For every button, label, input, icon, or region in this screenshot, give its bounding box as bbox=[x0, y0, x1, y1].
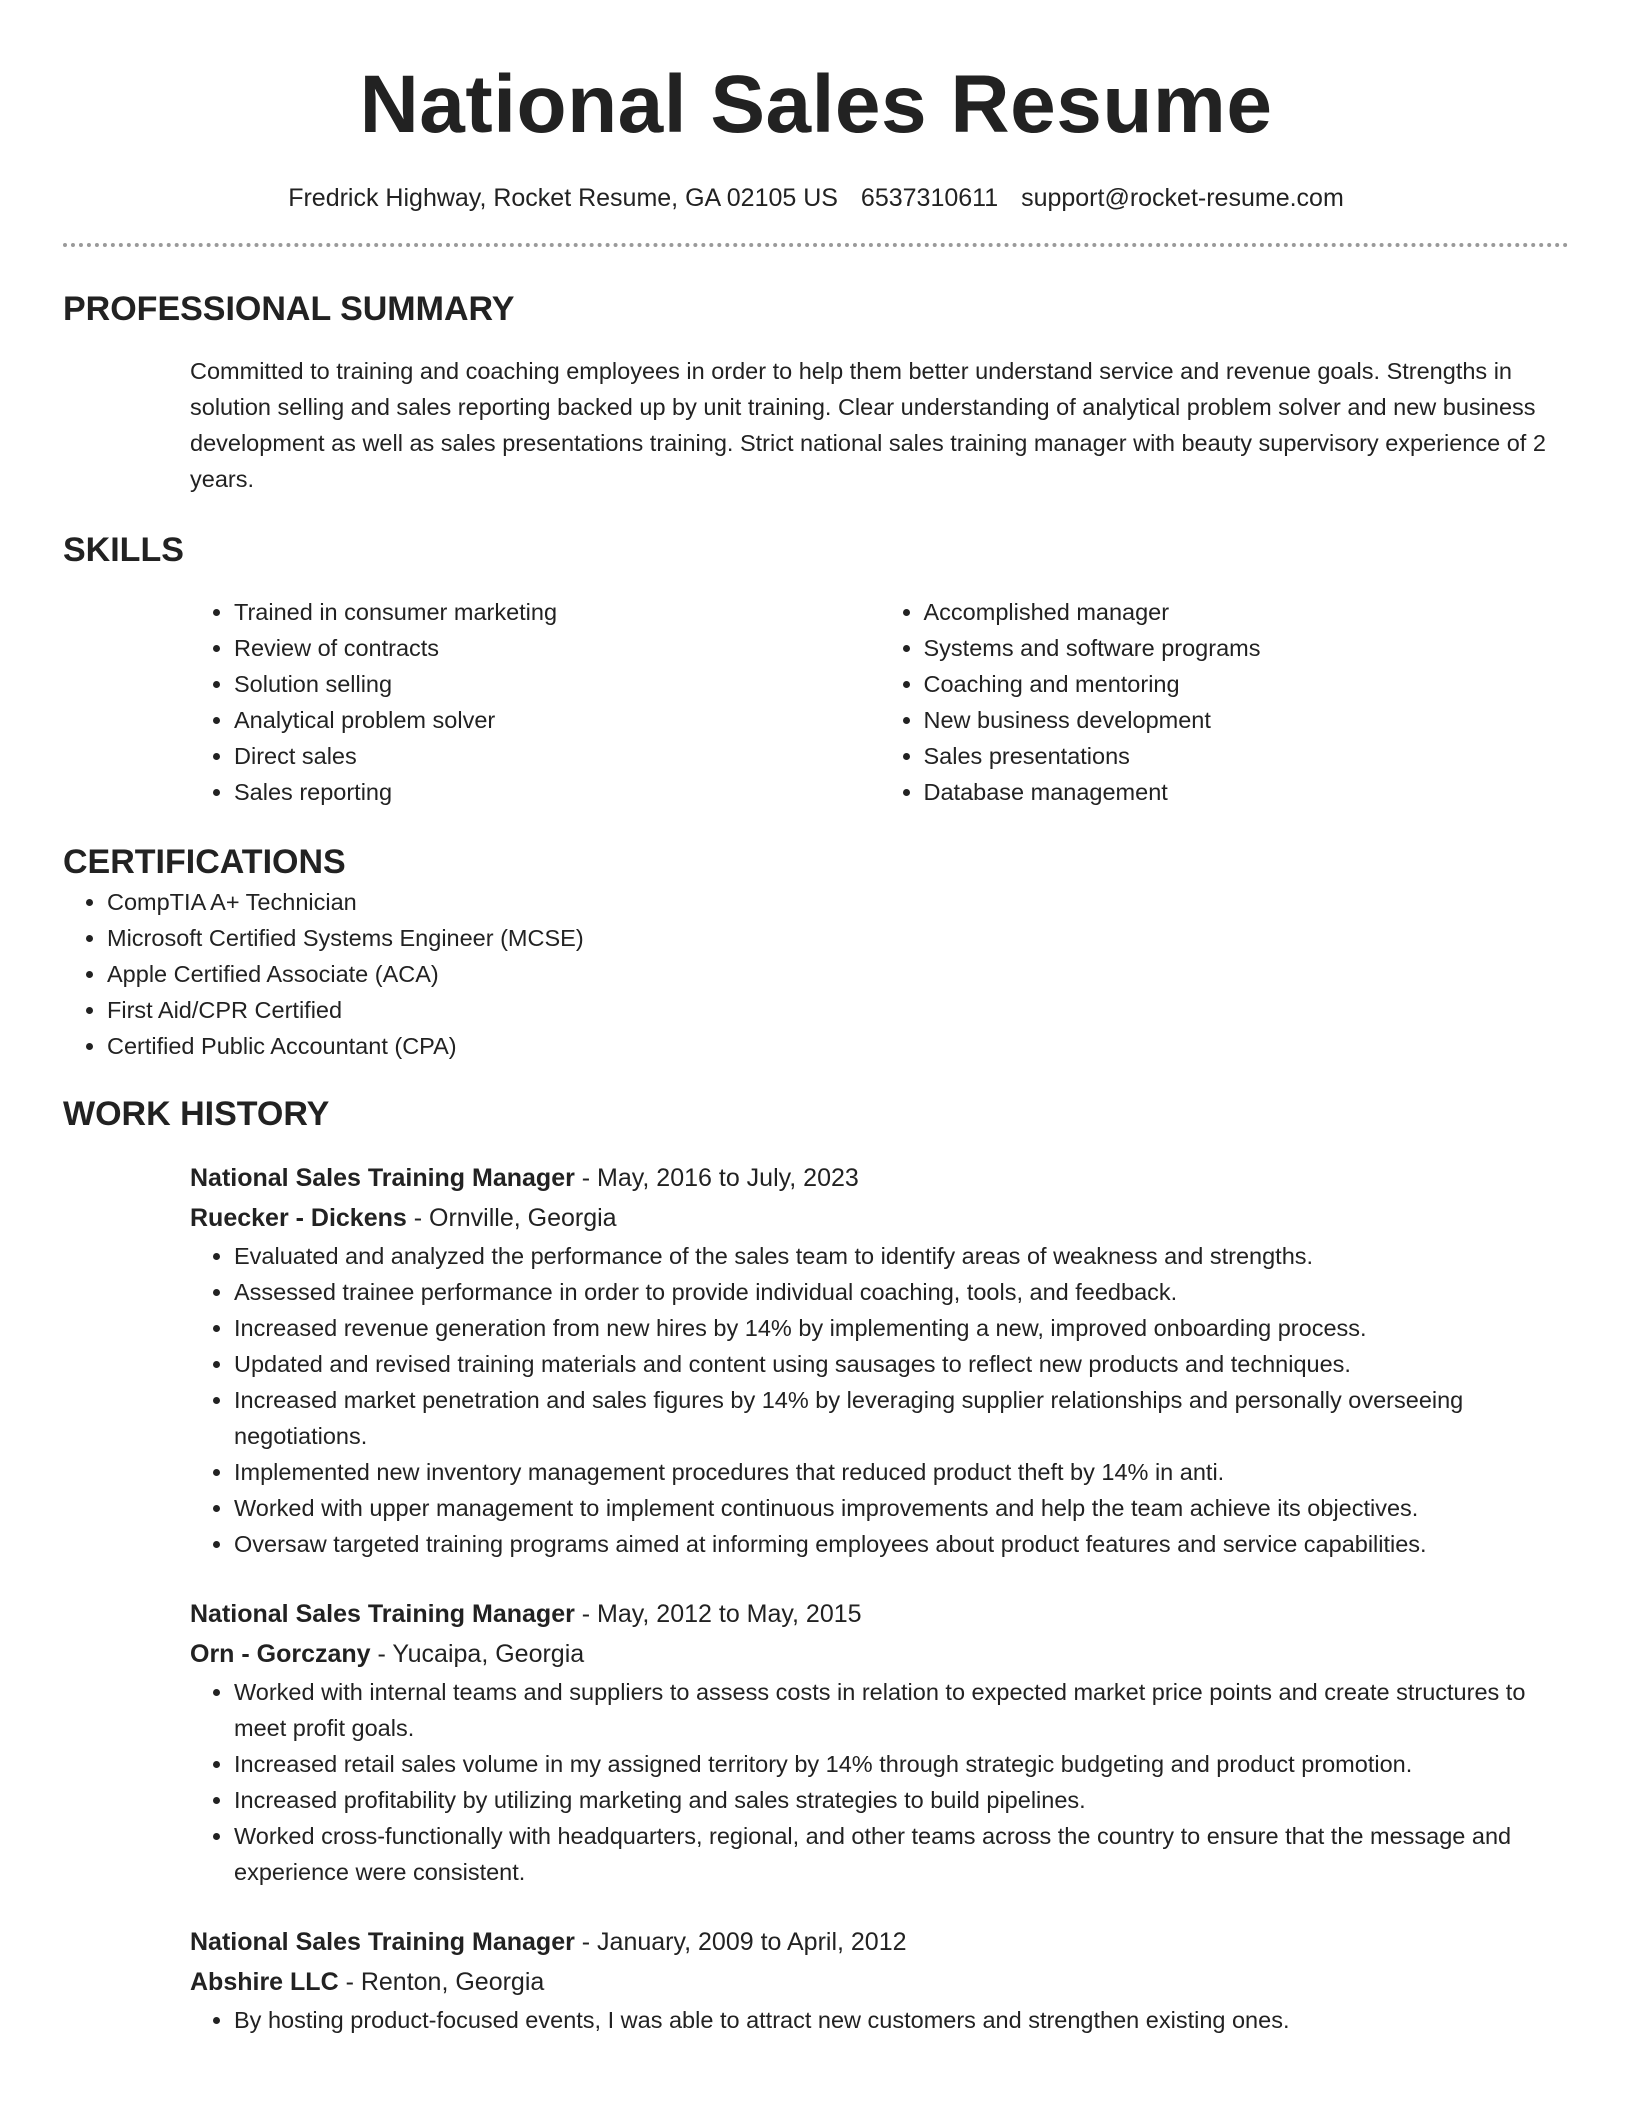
job-bullet: • Worked with internal teams and suppliers to assess costs in relation to expected market price points and create structures to meet profit goals. bbox=[234, 1674, 1569, 1746]
job-bullet: • Increased profitability by utilizing marketing and sales strategies to build pipelines. bbox=[234, 1782, 1569, 1818]
job-bullet: • Assessed trainee performance in order to provide individual coaching, tools, and feedback. bbox=[234, 1274, 1569, 1310]
job-bullets bbox=[190, 2002, 1569, 2038]
skill-item: • Direct sales bbox=[234, 738, 880, 774]
skill-item: • Sales reporting bbox=[234, 774, 880, 810]
contact-address: Fredrick Highway, Rocket Resume, GA 02105 US bbox=[288, 184, 838, 212]
job-bullet: • Implemented new inventory management procedures that reduced product theft by 14% in anti. bbox=[234, 1454, 1569, 1490]
job-role: National Sales Training Manager bbox=[190, 1600, 575, 1628]
header-divider bbox=[63, 243, 1569, 247]
skill-item: • Systems and software programs bbox=[924, 630, 1570, 666]
contact-email[interactable]: support@rocket-resume.com bbox=[1021, 184, 1344, 212]
skill-item: • Analytical problem solver bbox=[234, 702, 880, 738]
skills-grid bbox=[190, 594, 1569, 810]
section-title-work-history: WORK HISTORY bbox=[63, 1095, 330, 1133]
job-bullets bbox=[190, 1674, 1569, 1890]
job-bullet: • Updated and revised training materials and content using sausages to reflect new products and techniques. bbox=[234, 1346, 1569, 1382]
skills-column-right bbox=[880, 594, 1570, 810]
job-entry bbox=[190, 1158, 1569, 1562]
skill-item: • Database management bbox=[924, 774, 1570, 810]
job-dates: - January, 2009 to April, 2012 bbox=[574, 1928, 907, 1956]
resume-title: National Sales Resume bbox=[359, 59, 1273, 150]
summary-text: Committed to training and coaching employees in order to help them better understand service and revenue goals. Strengths in solution selling and sales reporting backed up by unit training. Clear understanding of analytical problem solver and new business development as well as sales presentations training. Strict national sales training manager with beauty supervisory experience of 2 years. bbox=[190, 358, 1546, 492]
job-entry bbox=[190, 1594, 1569, 1890]
skill-item: • Sales presentations bbox=[924, 738, 1570, 774]
certification-item: • Apple Certified Associate (ACA) bbox=[107, 956, 1569, 992]
job-role-line bbox=[190, 1158, 1569, 1198]
job-bullet: • Oversaw targeted training programs aimed at informing employees about product features and service capabilities. bbox=[234, 1526, 1569, 1562]
job-company: Orn - Gorczany bbox=[190, 1640, 371, 1668]
certifications-list bbox=[63, 884, 1569, 1064]
contact-line bbox=[63, 181, 1569, 215]
job-location: - Yucaipa, Georgia bbox=[370, 1640, 585, 1668]
skill-item: • Trained in consumer marketing bbox=[234, 594, 880, 630]
job-bullet: • Increased retail sales volume in my assigned territory by 14% through strategic budgeting and product promotion. bbox=[234, 1746, 1569, 1782]
section-title-certifications: CERTIFICATIONS bbox=[63, 843, 346, 881]
job-company: Ruecker - Dickens bbox=[190, 1204, 407, 1232]
certification-item: • Microsoft Certified Systems Engineer (MCSE) bbox=[107, 920, 1569, 956]
job-company: Abshire LLC bbox=[190, 1968, 339, 1996]
job-role-line bbox=[190, 1594, 1569, 1634]
skill-item: • Solution selling bbox=[234, 666, 880, 702]
job-bullet: • By hosting product-focused events, I was able to attract new customers and strengthen existing ones. bbox=[234, 2002, 1569, 2038]
certification-item: • CompTIA A+ Technician bbox=[107, 884, 1569, 920]
job-location: - Renton, Georgia bbox=[338, 1968, 545, 1996]
contact-phone: 6537310611 bbox=[860, 184, 999, 212]
job-bullet: • Increased market penetration and sales figures by 14% by leveraging supplier relationships and personally overseeing negotiations. bbox=[234, 1382, 1569, 1454]
job-role: National Sales Training Manager bbox=[190, 1928, 575, 1956]
skill-item: • New business development bbox=[924, 702, 1570, 738]
job-company-line bbox=[190, 1634, 1569, 1674]
skills-column-left bbox=[190, 594, 880, 810]
section-title-summary: PROFESSIONAL SUMMARY bbox=[63, 290, 515, 328]
certification-item: • Certified Public Accountant (CPA) bbox=[107, 1028, 1569, 1064]
certification-item: • First Aid/CPR Certified bbox=[107, 992, 1569, 1028]
section-title-skills: SKILLS bbox=[63, 531, 184, 569]
job-company-line bbox=[190, 1962, 1569, 2002]
job-bullet: • Worked cross-functionally with headquarters, regional, and other teams across the country to ensure that the message and experience were consistent. bbox=[234, 1818, 1569, 1890]
skill-item: • Accomplished manager bbox=[924, 594, 1570, 630]
job-bullet: • Increased revenue generation from new hires by 14% by implementing a new, improved onboarding process. bbox=[234, 1310, 1569, 1346]
job-bullet: • Worked with upper management to implement continuous improvements and help the team achieve its objectives. bbox=[234, 1490, 1569, 1526]
job-entry bbox=[190, 1922, 1569, 2038]
job-dates: - May, 2012 to May, 2015 bbox=[574, 1600, 862, 1628]
job-role-line bbox=[190, 1922, 1569, 1962]
job-location: - Ornville, Georgia bbox=[406, 1204, 617, 1232]
skill-item: • Review of contracts bbox=[234, 630, 880, 666]
job-dates: - May, 2016 to July, 2023 bbox=[574, 1164, 859, 1192]
skill-item: • Coaching and mentoring bbox=[924, 666, 1570, 702]
job-bullets bbox=[190, 1238, 1569, 1562]
job-bullet: • Evaluated and analyzed the performance of the sales team to identify areas of weakness and strengths. bbox=[234, 1238, 1569, 1274]
job-company-line bbox=[190, 1198, 1569, 1238]
job-role: National Sales Training Manager bbox=[190, 1164, 575, 1192]
